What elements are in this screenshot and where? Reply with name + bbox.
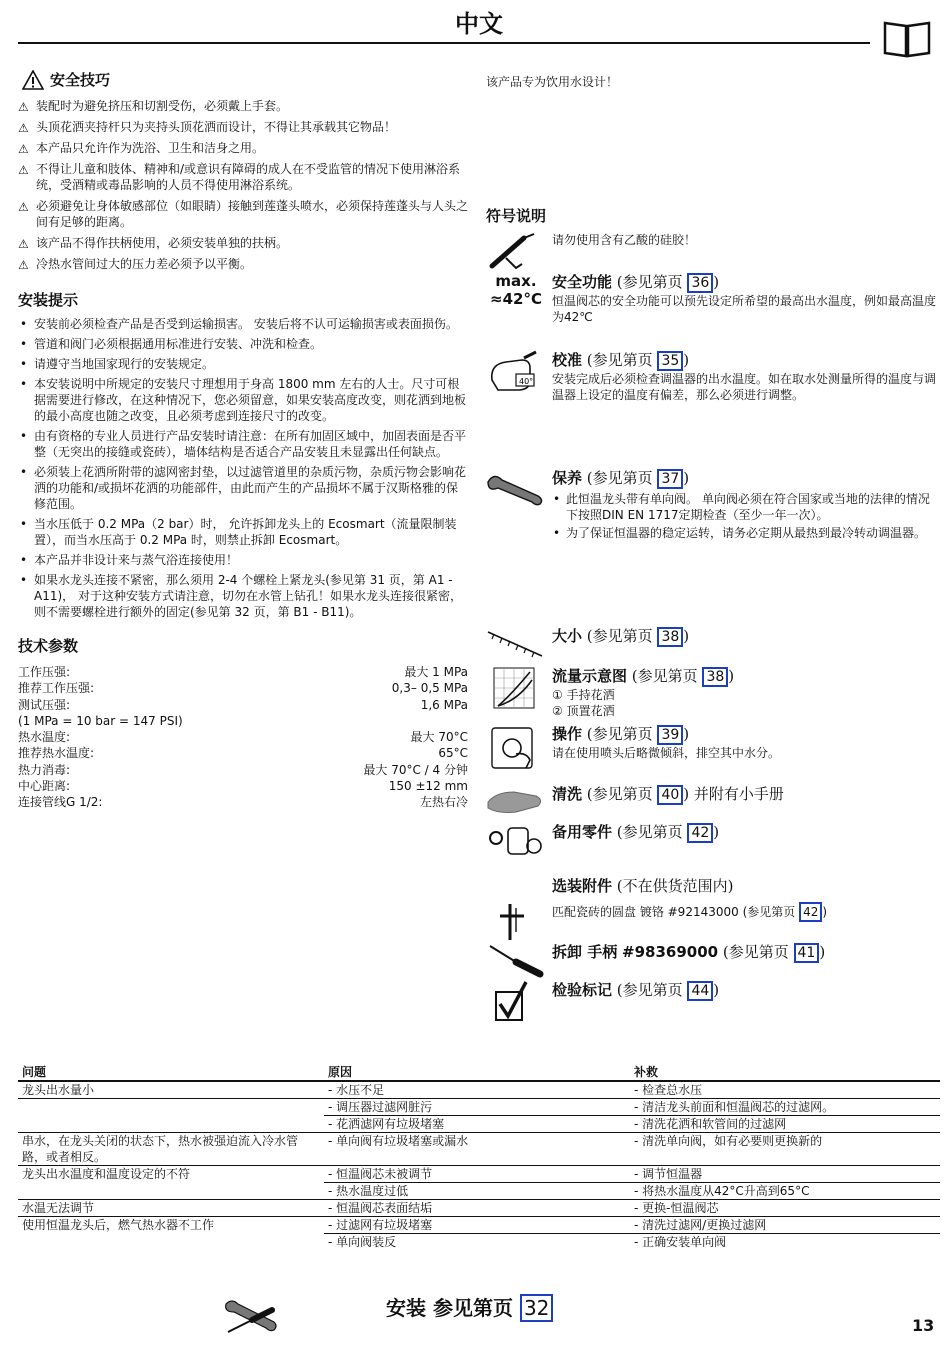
spec-row: 推荐工作压强: 0,3– 0,5 MPa	[18, 681, 468, 696]
install-tips-title: 安装提示	[18, 291, 79, 309]
spec-row: 连接管线G 1/2: 左热右冷	[18, 795, 468, 810]
page-number: 13	[912, 1316, 935, 1335]
flow-chart-icon	[492, 666, 536, 710]
column-header: 问题	[18, 1064, 324, 1081]
safety-function-title: 安全功能	[552, 273, 613, 291]
install-tip: • 如果水龙头连接不紧密，那么须用 2-4 个螺栓上紧龙头(参见第 31 页，第 A1 - A11)， 对于这种安装方式请注意，切勿在水管上钻孔！如果水龙头连接很紧密，则不需要螺栓进行额外的固定(参见第 32 页，第 B1 - B11)。	[18, 572, 468, 620]
size-title: 大小	[552, 627, 583, 645]
test-mark-title: 检验标记	[552, 981, 613, 999]
table-row: 龙头出水量小 - 水压不足 - 检查总水压	[18, 1081, 940, 1099]
install-tip: • 请遵守当地国家现行的安装规定。	[18, 356, 468, 372]
table-row: 水温无法调节 - 恒温阀芯表面结垢 - 更换-恒温阀芯	[18, 1200, 940, 1217]
symbols-title: 符号说明	[486, 207, 547, 225]
thermometer-hand-icon	[486, 350, 546, 394]
page-link[interactable]: 40	[657, 785, 683, 805]
checkbox-icon	[494, 980, 528, 1022]
maintenance-item: • 为了保证恒温器的稳定运转，请务必定期从最热到最冷转动调温器。	[552, 525, 936, 541]
screwdriver-icon	[486, 942, 546, 978]
troubleshooting-table	[18, 1064, 940, 1250]
install-tip: • 本安装说明中所规定的安装尺寸理想用于身高 1800 mm 左右的人士。尺寸可根据需要进行修改，在这种情况下，您必须留意，如果安装高度改变，则花洒到地板的最小高度也随之改变，且必须考虑到连接尺寸的改变。	[18, 376, 468, 424]
calibration-title: 校准	[552, 351, 583, 369]
install-tip: • 当水压低于 0.2 MPa（2 bar）时， 允许拆卸龙头上的 Ecosmart（流量限制装置），而当水压高于 0.2 MPa 时，则禁止拆卸 Ecosmart。	[18, 516, 468, 548]
safety-item: ⚠ 本产品只允许作为洗浴、卫生和洁身之用。	[18, 141, 265, 156]
page-link[interactable]: 44	[687, 981, 713, 1001]
symbol-test-mark: 检验标记 (参见第页 44 )	[486, 980, 936, 1024]
symbol-size: 大小 (参见第页 38 )	[486, 626, 936, 662]
table-row: 使用恒温龙头后，燃气热水器不工作 - 过滤网有垃圾堵塞 - 清洗过滤网/更换过滤网	[18, 1217, 940, 1234]
tech-title: 技术参数	[18, 637, 79, 655]
symbol-operation: 操作 (参见第页 39 ) 请在使用喷头后略微倾斜，排空其中水分。	[486, 724, 936, 772]
table-row: - 单向阀装反 - 正确安装单向阀	[328, 1235, 727, 1249]
install-tips-list	[18, 316, 468, 620]
symbol-silicone	[486, 232, 936, 272]
spec-row: 推荐热水温度: 65°C	[18, 746, 468, 761]
safety-header	[22, 70, 468, 90]
page-link[interactable]: 42	[799, 902, 822, 922]
drinking-water-note: 该产品专为饮用水设计！	[486, 75, 619, 89]
maintenance-list	[552, 491, 936, 541]
spec-row: 测试压强: 1,6 MPa	[18, 697, 468, 712]
spec-row: 热力消毒: 最大 70°C / 4 分钟	[18, 762, 468, 777]
page-link[interactable]: 42	[687, 823, 713, 843]
flow-item: ① 手持花洒	[552, 688, 615, 702]
flow-title: 流量示意图	[552, 667, 628, 685]
options-title: 选装附件	[552, 877, 613, 895]
warning-triangle-icon: ⚠	[18, 163, 29, 177]
operation-title: 操作	[552, 725, 583, 743]
symbol-options: 选装附件 (不在供货范围内) 匹配瓷砖的圆盘 镀铬 #92143000 (参见第页 42 )	[486, 876, 936, 936]
install-tip: • 必须装上花洒所附带的滤网密封垫，以过滤管道里的杂质污物，杂质污物会影响花洒的功能和/或损坏花洒的功能部件，由此而产生的产品损坏不属于汉斯格雅的保修范围。	[18, 464, 468, 512]
page-link[interactable]: 36	[687, 273, 713, 293]
symbol-spare-parts: 备用零件 (参见第页 42 )	[486, 822, 936, 862]
spare-parts-icon	[486, 822, 546, 862]
safety-item: ⚠ 装配时为避免挤压和切割受伤，必须戴上手套。	[18, 99, 289, 114]
safety-item: ⚠ 冷热水管间过大的压力差必须予以平衡。	[18, 257, 253, 272]
symbol-cleaning: 清洗 (参见第页 40 ) 并附有小手册	[486, 784, 936, 820]
warning-triangle-icon: ⚠	[18, 258, 29, 272]
max-temp-icon: max. ≈42°C	[490, 272, 542, 308]
spec-row: (1 MPa = 10 bar = 147 PSI)	[18, 713, 183, 728]
warning-triangle-icon: ⚠	[18, 237, 29, 251]
maintenance-title: 保养	[552, 469, 583, 487]
table-header-row	[18, 1064, 940, 1081]
spec-row: 工作压强: 最大 1 MPa	[18, 665, 468, 679]
options-text: 匹配瓷砖的圆盘 镀铬 #92143000 (参见第页 42 )	[552, 902, 936, 922]
install-reference: 安装 参见第页 32	[386, 1294, 553, 1322]
calibration-text: 安装完成后必须检查调温器的出水温度。如在取水处测量所得的温度与调温器上设定的温度有偏差，那么必须进行调整。	[552, 372, 937, 402]
spare-parts-title: 备用零件	[552, 823, 613, 841]
removal-title: 拆卸 手柄	[552, 943, 618, 961]
operation-text: 请在使用喷头后略微倾斜，排空其中水分。	[552, 746, 781, 760]
wrench-icon	[486, 468, 546, 508]
warning-icon	[22, 70, 44, 90]
page-link[interactable]: 39	[657, 725, 683, 745]
symbol-removal: 拆卸 手柄 #98369000 (参见第页 41 )	[486, 942, 936, 978]
cross-fitting-icon	[486, 902, 546, 942]
book-icon	[882, 18, 932, 60]
safety-item: ⚠ 不得让儿童和肢体、精神和/或意识有障碍的成人在不受监管的情况下使用淋浴系统，受酒精或毒品影响的人员不得使用淋浴系统。	[18, 162, 461, 192]
table-row: 龙头出水温度和温度设定的不符 - 恒温阀芯未被调节 - 调节恒温器	[18, 1166, 940, 1183]
page-link[interactable]: 35	[657, 351, 683, 371]
page-link[interactable]: 41	[794, 943, 820, 963]
table-row: - 调压器过滤网脏污 - 清洁龙头前面和恒温阀芯的过滤网。	[18, 1099, 940, 1116]
safety-item: ⚠ 该产品不得作扶柄使用，必须安装单独的扶柄。	[18, 236, 289, 251]
tools-icon	[222, 1296, 280, 1338]
warning-triangle-icon: ⚠	[18, 121, 29, 135]
install-tip: • 安装前必须检查产品是否受到运输损害。 安装后将不认可运输损害或表面损伤。	[18, 316, 468, 332]
page-link[interactable]: 38	[657, 627, 683, 647]
page-link[interactable]: 38	[702, 667, 728, 687]
language-title: 中文	[455, 9, 503, 38]
column-header: 补救	[630, 1064, 940, 1081]
left-column	[18, 70, 468, 811]
warning-triangle-icon: ⚠	[18, 142, 29, 156]
install-tip: • 由有资格的专业人员进行产品安装时请注意：在所有加固区域中，加固表面是否平整（无突出的接缝或瓷砖），墙体结构是否适合产品安装且未显露出任何缺点。	[18, 428, 468, 460]
warning-triangle-icon: ⚠	[18, 200, 29, 214]
symbol-safety-function: max. ≈42°C 安全功能 (参见第页 36 ) 恒温阀芯的安全功能可以预先设定所希望的最高出水温度，例如最高温度为42℃	[486, 272, 936, 324]
table-row: 串水，在龙头关闭的状态下，热水被强迫流入冷水管路，或者相反。 - 单向阀有垃圾堵塞或漏水 - 清洗单向阀，如有必要则更换新的	[18, 1133, 940, 1166]
ruler-icon	[486, 626, 546, 662]
svg-text:40°: 40°	[519, 377, 534, 386]
install-tip: • 管道和阀门必须根据通用标准进行安装、冲洗和检查。	[18, 336, 468, 352]
silicone-text: 请勿使用含有乙酸的硅胶！	[552, 233, 697, 247]
spec-row: 中心距离: 150 ±12 mm	[18, 779, 468, 794]
warning-triangle-icon: ⚠	[18, 100, 29, 114]
spec-row: 热水温度: 最大 70°C	[18, 730, 468, 745]
maintenance-item: • 此恒温龙头带有单向阀。 单向阀必须在符合国家或当地的法律的情况下按照DIN EN 1717定期检查（至少一年一次）。	[552, 491, 936, 523]
tech-specs	[18, 664, 468, 811]
flow-item: ② 顶置花洒	[552, 704, 615, 718]
removal-code: #98369000	[622, 943, 719, 961]
column-header: 原因	[324, 1064, 630, 1081]
symbol-calibration: 40° 校准 (参见第页 35 ) 安装完成后必须检查调温器的出水温度。如在取水处测量所得的温度与调温器上设定的温度有偏差，那么必须进行调整。	[486, 350, 936, 406]
safety-function-text: 恒温阀芯的安全功能可以预先设定所希望的最高出水温度，例如最高温度为42℃	[552, 294, 937, 324]
page-link[interactable]: 32	[520, 1294, 553, 1322]
header-rule	[18, 42, 870, 44]
silicone-gun-icon	[486, 232, 546, 272]
install-tip: • 本产品并非设计来与蒸气浴连接使用！	[18, 552, 468, 568]
cleaning-hand-icon	[486, 784, 546, 818]
safety-item: ⚠ 头顶花洒夹持杆只为夹持头顶花洒而设计，不得让其承载其它物品！	[18, 120, 397, 135]
safety-title: 安全技巧	[50, 71, 111, 89]
hand-control-icon	[486, 724, 546, 770]
safety-list	[18, 98, 468, 272]
page-link[interactable]: 37	[657, 469, 683, 489]
symbol-maintenance: 保养 (参见第页 37 ) • 此恒温龙头带有单向阀。 单向阀必须在符合国家或当地的法律的情况下按照DIN EN 1717定期检查（至少一年一次）。 • 为了保证恒温器的稳定运转，请务必定期从最热到最冷转动调温器。	[486, 468, 936, 568]
table-row: - 花洒滤网有垃圾堵塞 - 清洗花洒和软管间的过滤网	[18, 1116, 940, 1133]
table-row: - 热水温度过低 - 将热水温度从42°C升高到65°C	[18, 1183, 940, 1200]
safety-item: ⚠ 必须避免让身体敏感部位（如眼睛）接触到莲蓬头喷水，必须保持莲蓬头与人头之间有足够的距离。	[18, 199, 469, 229]
cleaning-title: 清洗	[552, 785, 583, 803]
symbol-flow: 流量示意图 (参见第页 38 ) ① 手持花洒 ② 顶置花洒	[486, 666, 936, 718]
